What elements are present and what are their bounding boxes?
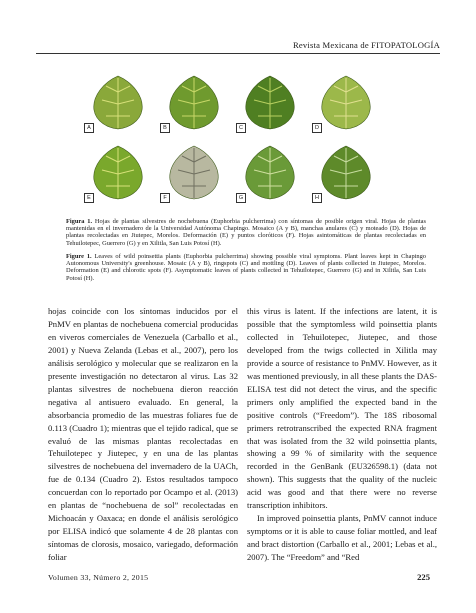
panel-label-d: D	[312, 123, 322, 133]
leaf-shape-d	[314, 72, 378, 132]
panel-label-b: B	[160, 123, 170, 133]
left-column	[48, 305, 238, 564]
panel-label-f: F	[160, 193, 170, 203]
header-rule	[36, 53, 440, 54]
leaf-shape-h	[314, 142, 378, 202]
left-paragraph: hojas coincide con los síntomas inducidos por el PnMV en plantas de nochebuena comercial producidas en viveros comerciales de Venezuela (Carballo et al., 2001) y Nueva Zelanda (Lebas et al., 2007), pero los análisis serológico y molecular que se realizaron en la presente investigación no detectaron al virus. Las 32 plantas silvestres de nochebuena dieron reacción negativa al antisuero evaluado. En general, la absorbancia promedio de las muestras foliares fue de 0.113 (Cuadro 1); mientras que el tejido radical, que se evaluó de las mismas plantas recolectadas en Tehuilotepec y Jiutepec, y en una de las plantas silvestres de nochebuena del invernadero de la UACh, fue de 0.134 (Cuadro 2). Estos resultados tampoco concuerdan con lo reportado por Ocampo et al. (2013) en plantas de “nochebuena de sol” recolectadas en Michoacán y Oaxaca; en donde el análisis serológico por ELISA indicó que solamente 4 de 28 plantas con síntomas de clorosis, mosaico, variegado, deformación foliar	[48, 306, 238, 563]
panel-label-c: C	[236, 123, 246, 133]
leaf-shape-c	[238, 72, 302, 132]
footer-volume: Volumen 33, Número 2, 2015	[48, 573, 149, 582]
leaf-photo-g	[238, 142, 302, 202]
leaf-photo-d	[314, 72, 378, 132]
caption-en-lead: Figure 1.	[66, 253, 92, 260]
panel-label-g: G	[236, 193, 246, 203]
page-number: 225	[417, 572, 430, 582]
caption-es-lead: Figura 1.	[66, 218, 93, 225]
figure-caption-es	[66, 218, 426, 247]
panel-label-a: A	[84, 123, 94, 133]
leaf-photo-e	[86, 142, 150, 202]
right-paragraph-2: In improved poinsettia plants, PnMV cannot induce symptoms or it is able to cause foliar mottled, and leaf and bract distortion (Carballo et al., 2001; Lebas et al., 2007). The “Freedom” and “Red	[247, 513, 437, 563]
leaf-photo-f	[162, 142, 226, 202]
panel-label-h: H	[312, 193, 322, 203]
leaf-photo-c	[238, 72, 302, 132]
figure-panel	[86, 72, 390, 204]
right-column	[247, 305, 437, 564]
journal-header: Revista Mexicana de FITOPATOLOGÍA	[292, 40, 440, 50]
leaf-photo-b	[162, 72, 226, 132]
caption-en-text: Leaves of wild poinsettia plants (Euphorbia pulcherrima) showing possible viral symptoms. Plant leaves kept in Chapingo Autonomous University's greenhouse. Mosaic (A y B), ringspots (C) and mottling (D). Leaves of plants collected in Jiutepec, Morelos. Deformation (E) and chlorotic spots (F). Asymptomatic leaves of plants collected in Tehuilotepec, Guerrero (G) and in Xilitla, San Luis Potosí (H).	[66, 253, 426, 282]
leaf-shape-a	[86, 72, 150, 132]
right-paragraph-1: this virus is latent. If the infections are latent, it is possible that the symptomless wild poinsettia plants collected in Tehuilotepec, Jiutepec, and those developed from the twigs collected in Xilitla may provide a source of resistance to PnMV. However, as it was mentioned previously, in all these plants the DAS-ELISA test did not detect the virus, and the specific primers only amplified the expected band in the positive controls (“Freedom”). The 18S ribosomal primers retrotranscribed the expected RNA fragment that was isolated from the 32 wild poinsettia plants, showing a 99 % of similarity with the sequence recorded in the GenBank (EU326598.1) (data not shown). This suggests that the quality of the nucleic acid was good and that there were no reverse transcription inhibitors.	[247, 306, 437, 511]
leaf-shape-f	[162, 142, 226, 202]
leaf-shape-g	[238, 142, 302, 202]
leaf-shape-e	[86, 142, 150, 202]
caption-es-text: Hojas de plantas silvestres de nochebuena (Euphorbia pulcherrima) con síntomas de posible origen viral. Hojas de plantas mantenidas en el invernadero de la Universidad Autónoma Chapingo. Mosaico (A y B), manchas anulares (C) y moteado (D). Hojas de plantas recolectadas en Jiutepec, Morelos. Deformación (E) y puntos cloróticos (F). Hojas asintomáticas de plantas recolectadas en Tehuilotepec, Guerrero (G) y en Xilitla, San Luis Potosí (H).	[66, 218, 426, 247]
leaf-photo-a	[86, 72, 150, 132]
leaf-photo-h	[314, 142, 378, 202]
leaf-shape-b	[162, 72, 226, 132]
figure-caption-en	[66, 253, 426, 282]
panel-label-e: E	[84, 193, 94, 203]
